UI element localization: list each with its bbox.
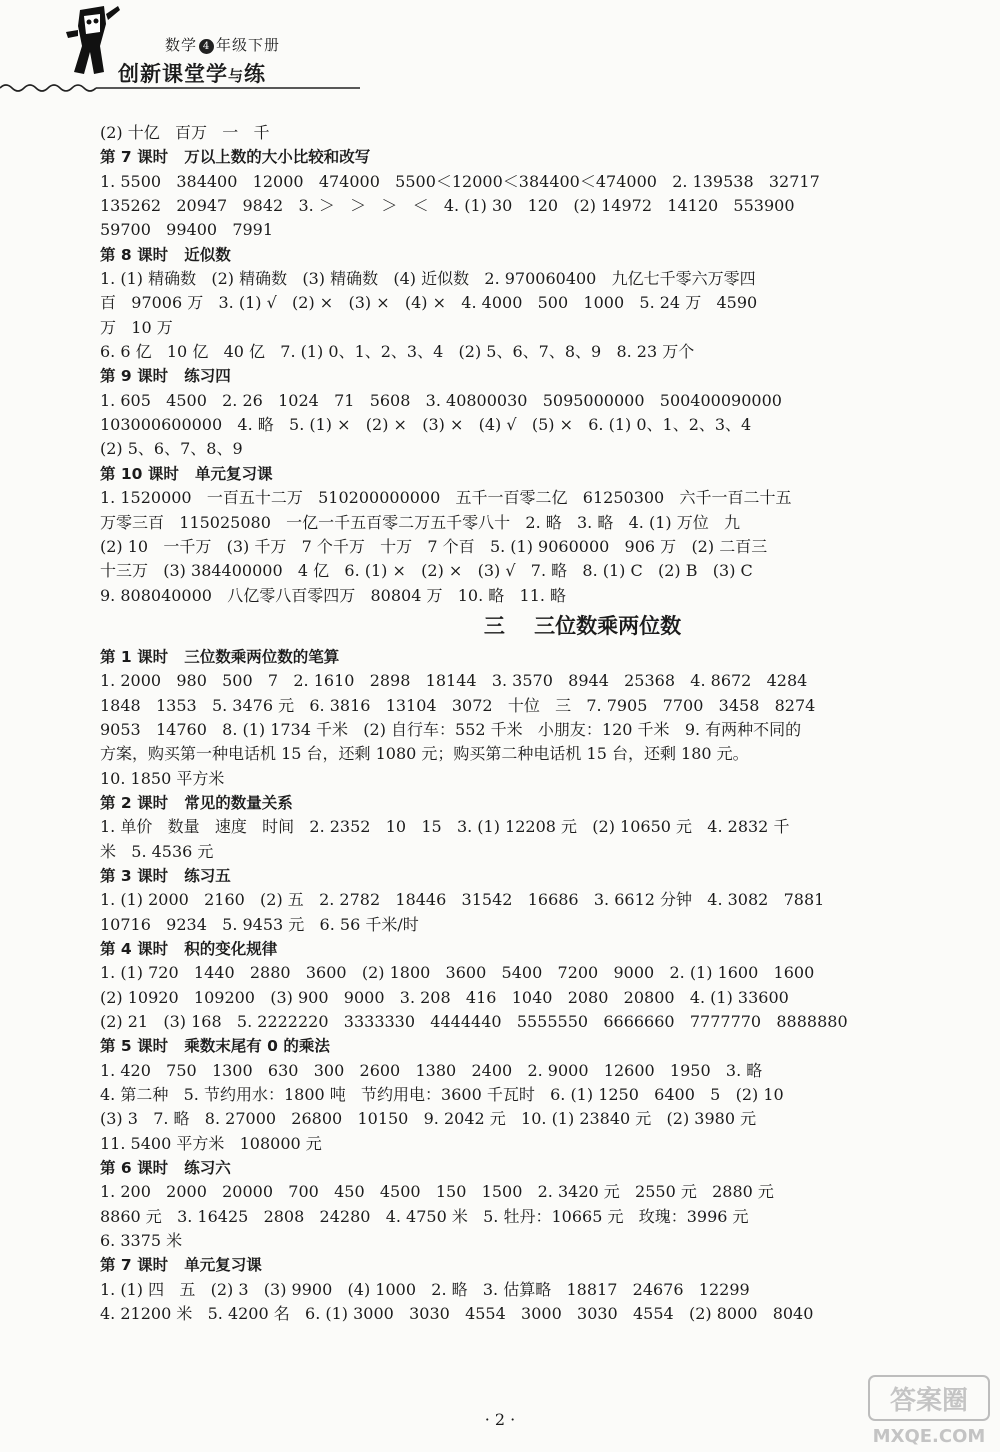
answer-line: 59700 99400 7991 (100, 220, 274, 240)
lesson-heading: 第 9 课时 练习四 (100, 367, 231, 386)
answer-content (100, 121, 945, 1327)
header-subject: 数学 (165, 36, 198, 54)
answer-line: (3) 3 7. 略 8. 27000 26800 10150 9. 2042 元 10. (1) 23840 元 (2) 3980 元 (100, 1109, 757, 1129)
mascot-logo-icon (60, 2, 122, 84)
answer-line: 10. 1850 平方米 (100, 768, 225, 788)
answer-line: 9053 14760 8. (1) 1734 千米 (2) 自行车：552 千米 小朋友：120 千米 9. 有两种不同的 (100, 719, 802, 739)
watermark-logo (865, 1372, 995, 1450)
answer-line: 1. 200 2000 20000 700 450 4500 150 1500 2. 3420 元 2550 元 2880 元 (100, 1182, 774, 1202)
header-title-part-c: 练 (244, 61, 267, 86)
unit-title: 三 三位数乘两位数 (483, 613, 682, 638)
answer-line: (2) 10920 109200 (3) 900 9000 3. 208 416 1040 2080 20800 4. (1) 33600 (100, 987, 789, 1007)
lesson-heading: 第 7 课时 万以上数的大小比较和改写 (100, 148, 371, 167)
lesson-heading: 第 10 课时 单元复习课 (100, 464, 273, 483)
answer-line: 10716 9234 5. 9453 元 6. 56 千米/时 (100, 914, 419, 934)
answer-line: 135262 20947 9842 3. ＞ ＞ ＞ ＜ 4. (1) 30 120 (2) 14972 14120 553900 (100, 196, 795, 216)
answer-line: 103000600000 4. 略 5. (1) × (2) × (3) × (4) √ (5) × 6. (1) 0、1、2、3、4 (100, 415, 752, 435)
answer-line: 百 97006 万 3. (1) √ (2) × (3) × (4) × 4. 4000 500 1000 5. 24 万 4590 (100, 293, 758, 313)
answer-line: 1. 605 4500 2. 26 1024 71 5608 3. 40800030 5095000000 500400090000 (100, 390, 782, 410)
answer-line: (2) 5、6、7、8、9 (100, 439, 243, 459)
answer-line: 8860 元 3. 16425 2808 24280 4. 4750 米 5. 牡丹：10665 元 玫瑰：3996 元 (100, 1206, 749, 1226)
lesson-heading: 第 2 课时 常见的数量关系 (100, 793, 293, 812)
answer-line: 6. 3375 米 (100, 1231, 183, 1251)
lesson-heading: 第 4 课时 积的变化规律 (100, 940, 278, 958)
answer-line: 1. (1) 720 1440 2880 3600 (2) 1800 3600 5400 7200 9000 2. (1) 1600 1600 (100, 963, 815, 983)
answer-line: (2) 10 一千万 (3) 千万 7 个千万 十万 7 个百 5. (1) 9060000 906 万 (2) 二百三 (100, 536, 768, 556)
answer-line: 11. 5400 平方米 108000 元 (100, 1133, 322, 1153)
answer-line: 1. (1) 2000 2160 (2) 五 2. 2782 18446 31542 16686 3. 6612 分钟 4. 3082 7881 (100, 890, 825, 910)
lesson-heading: 第 3 课时 练习五 (100, 866, 231, 885)
answer-line: 4. 21200 米 5. 4200 名 6. (1) 3000 3030 4554 3000 3030 4554 (2) 8000 8040 (100, 1304, 814, 1324)
answer-line: 米 5. 4536 元 (100, 841, 214, 861)
answer-line: 万零三百 115025080 一亿一千五百零二万五千零八十 2. 略 3. 略 4. (1) 万位 九 (100, 512, 740, 532)
watermark-text: 答案圈 (889, 1386, 969, 1416)
answer-line: 方案，购买第一种电话机 15 台，还剩 1080 元；购买第二种电话机 15 台，还剩 180 元。 (100, 744, 749, 764)
answer-line: 1848 1353 5. 3476 元 6. 3816 13104 3072 十位 三 7. 7905 7700 3458 8274 (100, 695, 816, 715)
lesson-heading: 第 8 课时 近似数 (100, 245, 231, 264)
answer-line: 1. 单价 数量 速度 时间 2. 2352 10 15 3. (1) 12208 元 (2) 10650 元 4. 2832 千 (100, 817, 790, 837)
header-title-part-b: 与 (228, 67, 245, 85)
grade-badge: 4 (199, 39, 214, 54)
lesson-heading: 第 1 课时 三位数乘两位数的笔算 (100, 647, 340, 666)
lesson-heading: 第 5 课时 乘数末尾有 0 的乘法 (100, 1037, 330, 1056)
answer-line: (2) 21 (3) 168 5. 2222220 3333330 4444440 5555550 6666660 7777770 8888880 (100, 1012, 848, 1032)
answer-line: 6. 6 亿 10 亿 40 亿 7. (1) 0、1、2、3、4 (2) 5、6、7、8、9 8. 23 万个 (100, 342, 695, 362)
watermark-url: MXQE.COM (872, 1426, 986, 1447)
header-grade: 年级下册 (216, 36, 281, 54)
header-title-part-a: 创新课堂学 (118, 61, 228, 86)
answer-line: 1. (1) 四 五 (2) 3 (3) 9900 (4) 1000 2. 略 3. 估算略 18817 24676 12299 (100, 1279, 750, 1299)
answer-line: (2) 十亿 百万 一 千 (100, 123, 270, 142)
answer-line: 1. (1) 精确数 (2) 精确数 (3) 精确数 (4) 近似数 2. 970060400 九亿七千零六万零四 (100, 269, 756, 289)
answer-line: 1. 2000 980 500 7 2. 1610 2898 18144 3. 3570 8944 25368 4. 8672 4284 (100, 671, 808, 691)
lesson-heading: 第 7 课时 单元复习课 (100, 1256, 262, 1275)
page-header (0, 0, 1000, 110)
answer-line: 万 10 万 (100, 317, 173, 337)
answer-line: 1. 1520000 一百五十二万 510200000000 五千一百零二亿 61250300 六千一百二十五 (100, 488, 792, 508)
answer-line: 9. 808040000 八亿零八百零四万 80804 万 10. 略 11. 略 (100, 585, 567, 605)
answer-line: 1. 5500 384400 12000 474000 5500＜12000＜384400＜474000 2. 139538 32717 (100, 171, 820, 191)
answer-line: 十三万 (3) 384400000 4 亿 6. (1) × (2) × (3) √ 7. 略 8. (1) C (2) B (3) C (100, 561, 753, 581)
header-wave-divider (0, 80, 1000, 94)
header-subject-grade (165, 34, 280, 55)
answer-line: 4. 第二种 5. 节约用水：1800 吨 节约用电：3600 千瓦时 6. (1) 1250 6400 5 (2) 10 (100, 1085, 784, 1105)
page-number: · 2 · (484, 1410, 516, 1429)
lesson-heading: 第 6 课时 练习六 (100, 1159, 231, 1178)
answer-line: 1. 420 750 1300 630 300 2600 1380 2400 2. 9000 12600 1950 3. 略 (100, 1060, 763, 1080)
